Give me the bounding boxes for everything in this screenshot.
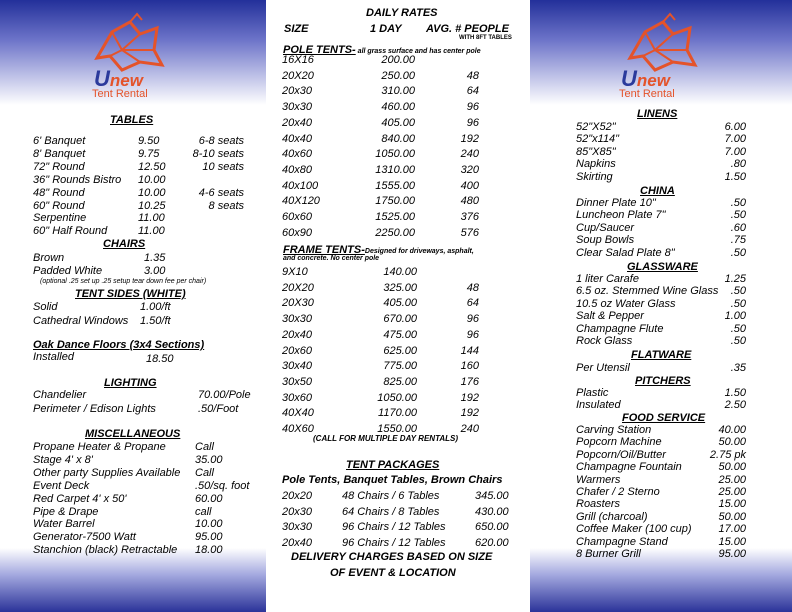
misc-item-name: Stanchion (black) Retractable <box>33 544 178 557</box>
frame-row-size: 40X60 <box>282 423 314 435</box>
pole-row-people: 48 <box>466 69 479 82</box>
table-item-name: 8' Banquet <box>33 147 86 160</box>
packages-subheading: Pole Tents, Banquet Tables, Brown Chairs <box>282 474 503 486</box>
food-item-price: 2.75 pk <box>709 448 746 461</box>
china-item-name: Luncheon Plate 7" <box>576 209 666 222</box>
pole-row-size: 60x60 <box>282 211 312 223</box>
pole-row-people: 400 <box>460 179 479 192</box>
pole-row-people: 320 <box>460 163 479 176</box>
frame-row-price: 1550.00 <box>377 423 417 435</box>
pole-row-price: 460.00 <box>381 101 415 114</box>
frame-row-price: 1170.00 <box>378 407 417 420</box>
misc-item-price: 35.00 <box>195 453 223 466</box>
misc-item-price: .50/sq. foot <box>195 479 250 492</box>
pole-row-size: 40x80 <box>282 163 312 176</box>
right-panel <box>530 0 792 612</box>
food-item-price: 25.00 <box>718 486 746 498</box>
pole-row-price: 200.00 <box>381 54 415 66</box>
pole-row-price: 1750.00 <box>375 195 415 208</box>
side-item-name: Solid <box>33 301 58 313</box>
side-item-price: 1.50/ft <box>140 314 171 327</box>
food-item-price: 17.00 <box>718 523 746 536</box>
package-row-size: 20x20 <box>282 490 312 502</box>
linen-item-name: Napkins <box>576 158 616 171</box>
china-item-price: .50 <box>730 246 746 259</box>
dance-floor-price: 18.50 <box>146 353 174 365</box>
frame-tents-note-1: Designed for driveways, asphalt, <box>364 248 474 255</box>
misc-item-price: 18.00 <box>195 544 223 557</box>
frame-row-size: 30x50 <box>282 375 312 388</box>
table-item-name: Serpentine <box>33 212 87 225</box>
pole-row-size: 16X16 <box>282 54 314 66</box>
table-item-seats: 8 seats <box>208 199 244 212</box>
misc-item-price: 60.00 <box>195 492 223 505</box>
pole-row-size: 20X20 <box>282 69 314 82</box>
table-item-price: 11.00 <box>138 212 165 225</box>
tables-heading: TABLES <box>110 114 154 126</box>
linens-heading: LINENS <box>637 108 678 120</box>
glass-item-name: Salt & Pepper <box>576 310 644 323</box>
lighting-item-price: .50/Foot <box>198 402 239 415</box>
china-item-name: Clear Salad Plate 8" <box>576 246 675 259</box>
glass-item-price: .50 <box>730 297 746 310</box>
linen-item-name: 85"X85" <box>576 145 616 158</box>
lighting-heading: LIGHTING <box>104 377 157 389</box>
misc-item-price: Call <box>195 466 214 479</box>
china-heading: CHINA <box>640 185 675 197</box>
lighting-item-name: Perimeter / Edison Lights <box>33 402 156 415</box>
col-day-header: 1 DAY <box>370 23 402 35</box>
frame-row-people: 48 <box>466 281 479 294</box>
chair-item-name: Padded White <box>33 265 103 277</box>
package-row-desc: 64 Chairs / 8 Tables <box>342 505 440 518</box>
frame-row-price: 670.00 <box>383 313 417 326</box>
left-panel <box>0 0 266 612</box>
glass-item-price: .50 <box>730 285 746 298</box>
china-item-price: .50 <box>730 209 746 222</box>
food-service-heading: FOOD SERVICE <box>622 412 706 424</box>
misc-item-price: 10.00 <box>195 518 223 531</box>
frame-row-size: 20X20 <box>282 281 314 294</box>
table-item-seats: 6-8 seats <box>198 135 244 147</box>
table-item-price: 9.75 <box>138 147 160 160</box>
package-row-size: 30x30 <box>282 521 312 534</box>
pole-row-size: 60x90 <box>282 226 312 239</box>
misc-item-name: Water Barrel <box>33 518 95 531</box>
food-item-price: 50.00 <box>718 436 746 449</box>
frame-row-price: 475.00 <box>383 328 417 341</box>
food-item-price: 50.00 <box>718 461 746 474</box>
food-item-name: Warmers <box>576 473 621 486</box>
frame-row-people: 176 <box>460 375 479 388</box>
frame-row-people: 160 <box>460 360 479 373</box>
pole-row-people: 576 <box>460 226 479 239</box>
food-item-price: 40.00 <box>718 424 746 436</box>
table-item-price: 12.50 <box>138 160 166 173</box>
frame-row-price: 625.00 <box>383 344 417 357</box>
pitchers-heading: PITCHERS <box>635 375 691 387</box>
table-item-seats: 10 seats <box>202 160 244 173</box>
food-item-name: Popcorn/Oil/Butter <box>576 448 666 461</box>
misc-item-price: call <box>195 505 212 518</box>
logo-subtitle: Tent Rental <box>92 88 148 100</box>
package-row-desc: 96 Chairs / 12 Tables <box>342 521 446 534</box>
packages-heading: TENT PACKAGES <box>346 459 440 471</box>
misc-item-name: Red Carpet 4' x 50' <box>33 492 127 505</box>
pole-row-price: 1555.00 <box>375 179 415 192</box>
dance-floor-heading: Oak Dance Floors (3x4 Sections) <box>33 339 205 351</box>
chair-item-price: 3.00 <box>144 265 166 277</box>
table-item-name: 48" Round <box>33 186 85 199</box>
frame-row-price: 1050.00 <box>377 391 417 404</box>
logo-u: U <box>94 66 110 91</box>
china-item-name: Cup/Saucer <box>576 221 635 234</box>
pole-row-size: 20x40 <box>282 116 312 129</box>
side-item-price: 1.00/ft <box>140 301 171 313</box>
chairs-note: (optional .25 set up .25 setup tear down fee per chair) <box>40 278 207 285</box>
table-item-name: 6' Banquet <box>33 135 86 147</box>
pole-row-price: 2250.00 <box>375 226 415 239</box>
logo-u: U <box>621 66 637 91</box>
glass-item-price: .50 <box>730 335 746 347</box>
table-item-seats: 8-10 seats <box>192 147 244 160</box>
daily-rates-title: DAILY RATES <box>366 7 438 19</box>
glass-item-name: 10.5 oz Water Glass <box>576 297 676 310</box>
tent-sides-heading: TENT SIDES (WHITE) <box>75 288 186 300</box>
flatware-heading: FLATWARE <box>631 349 692 361</box>
linen-item-name: Skirting <box>576 170 613 183</box>
table-item-name: 60" Half Round <box>33 225 108 238</box>
china-item-price: .50 <box>730 197 746 209</box>
package-row-size: 20x40 <box>282 537 312 550</box>
food-item-name: Coffee Maker (100 cup) <box>576 523 692 536</box>
table-item-price: 10.00 <box>138 186 166 199</box>
glass-item-price: 1.00 <box>724 310 746 323</box>
table-item-price: 10.00 <box>138 173 166 186</box>
frame-row-size: 30x40 <box>282 360 312 373</box>
logo-new: new <box>636 71 670 90</box>
pole-row-price: 310.00 <box>381 85 415 98</box>
pitcher-item-price: 1.50 <box>724 387 746 399</box>
glass-item-price: .50 <box>730 322 746 335</box>
food-item-price: 50.00 <box>718 510 746 523</box>
flatware-item-price: .35 <box>730 362 746 374</box>
table-item-name: 72" Round <box>33 160 85 173</box>
table-item-price: 10.25 <box>138 199 166 212</box>
pole-row-size: 40x40 <box>282 132 312 145</box>
package-row-desc: 96 Chairs / 12 Tables <box>342 537 446 550</box>
frame-row-people: 192 <box>460 407 479 420</box>
frame-row-size: 30x30 <box>282 313 312 326</box>
table-item-name: 60" Round <box>33 199 85 212</box>
frame-row-people: 96 <box>466 313 479 326</box>
frame-row-price: 775.00 <box>383 360 417 373</box>
pole-tents-heading: POLE TENTS- <box>283 44 356 56</box>
frame-row-size: 20x40 <box>282 328 312 341</box>
frame-row-size: 20x60 <box>282 344 312 357</box>
pole-row-people: 96 <box>466 101 479 114</box>
food-item-name: Champagne Stand <box>576 535 668 548</box>
col-size-header: SIZE <box>284 23 309 35</box>
china-item-name: Dinner Plate 10" <box>576 197 656 209</box>
food-item-name: Chafer / 2 Sterno <box>576 486 660 498</box>
frame-row-people: 144 <box>460 344 479 357</box>
food-item-name: Champagne Fountain <box>576 461 682 474</box>
frame-row-price: 405.00 <box>383 297 417 310</box>
pole-tents-note: all grass surface and has center pole <box>355 48 481 55</box>
food-item-name: Popcorn Machine <box>576 436 662 449</box>
glass-item-name: Champagne Flute <box>576 322 664 335</box>
pole-row-size: 40x60 <box>282 148 312 161</box>
pole-row-people: 192 <box>460 132 479 145</box>
pole-row-size: 40X120 <box>282 195 320 208</box>
pole-row-people: 64 <box>466 85 479 98</box>
pole-row-price: 840.00 <box>381 132 415 145</box>
food-item-price: 95.00 <box>718 548 746 560</box>
pole-row-people: 376 <box>460 211 479 223</box>
linen-item-price: 1.50 <box>724 170 746 183</box>
logo-new: new <box>109 71 143 90</box>
pole-row-price: 405.00 <box>381 116 415 129</box>
glassware-heading: GLASSWARE <box>627 261 698 273</box>
frame-tents-heading: FRAME TENTS- <box>283 244 365 256</box>
pole-row-size: 20x30 <box>282 85 312 98</box>
table-item-name: 36" Rounds Bistro <box>33 173 122 186</box>
misc-item-price: 95.00 <box>195 531 223 544</box>
glass-item-name: 6.5 oz. Stemmed Wine Glass <box>576 285 719 298</box>
dance-floor-label: Installed <box>33 351 74 363</box>
flatware-item-name: Per Utensil <box>576 362 630 374</box>
food-item-name: Carving Station <box>576 424 652 436</box>
middle-panel <box>266 0 530 612</box>
food-item-price: 15.00 <box>718 535 746 548</box>
lighting-item-price: 70.00/Pole <box>198 389 251 401</box>
frame-row-size: 9X10 <box>282 266 308 278</box>
misc-item-name: Propane Heater & Propane <box>33 441 166 453</box>
logo-subtitle: Tent Rental <box>619 88 675 100</box>
linen-item-price: 7.00 <box>724 133 746 146</box>
delivery-line-1: DELIVERY CHARGES BASED ON SIZE <box>291 551 493 563</box>
misc-item-name: Pipe & Drape <box>33 505 99 518</box>
pole-row-price: 1525.00 <box>375 211 415 223</box>
china-item-price: .60 <box>730 221 746 234</box>
frame-row-people: 96 <box>466 328 479 341</box>
side-item-name: Cathedral Windows <box>33 314 129 327</box>
frame-row-price: 825.00 <box>383 375 417 388</box>
food-item-price: 25.00 <box>718 473 746 486</box>
pole-row-size: 30x30 <box>282 101 312 114</box>
pole-row-size: 40x100 <box>282 179 319 192</box>
misc-item-price: Call <box>195 441 214 453</box>
frame-row-people: 240 <box>460 423 479 435</box>
frame-row-price: 325.00 <box>383 281 417 294</box>
package-row-price: 430.00 <box>475 505 509 518</box>
frame-row-size: 30x60 <box>282 391 312 404</box>
linen-item-price: 7.00 <box>724 145 746 158</box>
glass-item-price: 1.25 <box>724 273 746 285</box>
frame-row-people: 64 <box>466 297 479 310</box>
food-item-name: 8 Burner Grill <box>576 548 641 560</box>
food-item-name: Grill (charcoal) <box>576 510 648 523</box>
misc-item-name: Generator-7500 Watt <box>33 531 136 544</box>
pitcher-item-price: 2.50 <box>724 399 746 412</box>
package-row-price: 345.00 <box>475 490 509 502</box>
unew-logo-right <box>615 10 715 100</box>
col-people-header: AVG. # PEOPLE <box>426 23 509 35</box>
glass-item-name: Rock Glass <box>576 335 633 347</box>
package-row-desc: 48 Chairs / 6 Tables <box>342 490 440 502</box>
delivery-line-2: OF EVENT & LOCATION <box>330 567 456 579</box>
unew-logo <box>82 10 182 100</box>
misc-heading: MISCELLANEOUS <box>85 428 181 440</box>
pole-row-people: 240 <box>460 148 479 161</box>
pole-row-people: 96 <box>466 116 479 129</box>
misc-item-name: Event Deck <box>33 479 90 492</box>
frame-tents-note-2: and concrete. No center pole <box>283 255 380 262</box>
frame-row-size: 40X40 <box>282 407 314 420</box>
food-item-price: 15.00 <box>718 498 746 511</box>
chair-item-price: 1.35 <box>144 252 166 264</box>
frame-row-people: 192 <box>460 391 479 404</box>
food-item-name: Roasters <box>576 498 621 511</box>
pitcher-item-name: Insulated <box>576 399 621 412</box>
pole-row-price: 250.00 <box>381 69 415 82</box>
pitcher-item-name: Plastic <box>576 387 609 399</box>
china-item-name: Soup Bowls <box>576 234 635 247</box>
misc-item-name: Stage 4' x 8' <box>33 453 93 466</box>
chair-item-name: Brown <box>33 252 65 264</box>
table-item-seats: 4-6 seats <box>198 186 244 199</box>
pole-row-price: 1050.00 <box>375 148 415 161</box>
linen-item-name: 52"X52" <box>576 121 616 133</box>
frame-row-price: 140.00 <box>383 266 417 278</box>
linen-item-price: .80 <box>730 158 746 171</box>
package-row-size: 20x30 <box>282 505 312 518</box>
glass-item-name: 1 liter Carafe <box>576 273 639 285</box>
table-item-price: 11.00 <box>138 225 165 238</box>
misc-item-name: Other party Supplies Available <box>33 466 181 479</box>
pole-row-price: 1310.00 <box>375 163 415 176</box>
pole-row-people: 480 <box>460 195 479 208</box>
package-row-price: 650.00 <box>475 521 509 534</box>
frame-row-size: 20X30 <box>282 297 314 310</box>
table-item-price: 9.50 <box>138 135 160 147</box>
lighting-item-name: Chandelier <box>33 389 87 401</box>
col-people-note: WITH 8FT TABLES <box>459 35 512 41</box>
call-note: (CALL FOR MULTIPLE DAY RENTALS) <box>313 434 459 443</box>
chairs-heading: CHAIRS <box>103 238 146 250</box>
linen-item-name: 52"x114" <box>576 133 620 146</box>
linen-item-price: 6.00 <box>724 121 746 133</box>
package-row-price: 620.00 <box>475 537 509 550</box>
china-item-price: .75 <box>730 234 746 247</box>
